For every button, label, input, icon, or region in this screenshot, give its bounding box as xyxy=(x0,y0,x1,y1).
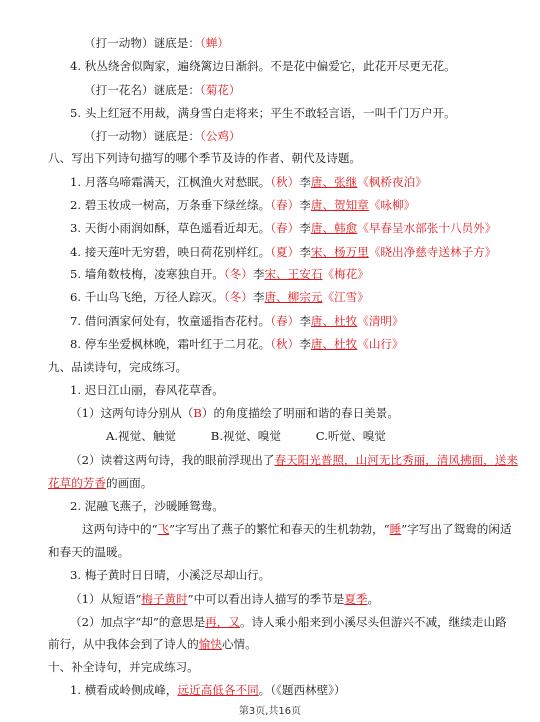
question-text: 的画面。 xyxy=(105,476,153,490)
question-text: 5. 头上红冠不用裁，满身雪白走将来；平生不敢轻言语，一叫千门万户开。 xyxy=(70,106,456,120)
answer-text: 再，又 xyxy=(205,615,240,629)
answer-text: 《清明》 xyxy=(357,314,404,328)
question-text: 这两句诗中的“ xyxy=(82,522,158,536)
question-text: ”中可以看出诗人描写的季节是 xyxy=(187,592,345,606)
text-line xyxy=(70,104,456,122)
answer-text: 唐、杜牧 xyxy=(310,314,358,328)
answer-text: 宋、王安石 xyxy=(264,267,323,281)
text-line xyxy=(48,358,187,376)
answer-text: 《早春呈水部张十八员外》 xyxy=(357,221,497,235)
question-text: （1）这两句诗分别从（ xyxy=(70,406,194,420)
answer-text: 春天阳光普照，山河无比秀丽，清风拂面，送来 xyxy=(274,453,518,467)
question-text: 4. 秋丛绕舍似陶家，遍绕篱边日渐斜。不是花中偏爱它，此花开尽更无花。 xyxy=(70,59,456,73)
question-text: 6. 千山鸟飞绝，万径人踪灭。 xyxy=(70,290,224,304)
answer-text: 睡 xyxy=(389,522,402,536)
text-line xyxy=(70,590,379,608)
answer-text: （菊花） xyxy=(199,83,241,97)
question-text: 。诗人乘小船来到小溪尽头但游兴不减，继续走山路 xyxy=(239,615,507,629)
question-text: （1）从短语“ xyxy=(70,592,142,606)
question-text: （2）加点字“却”的意思是 xyxy=(70,615,206,629)
answer-text: （冬） xyxy=(223,267,253,281)
answer-text: （公鸡） xyxy=(199,129,241,143)
question-text: 1. 横看成岭侧成峰， xyxy=(70,683,178,697)
answer-text: 《江雪》 xyxy=(322,290,369,304)
question-text: 。（《题西林壁》） xyxy=(258,683,346,697)
answer-text: 梅子黄时 xyxy=(141,592,188,606)
question-text: 李 xyxy=(299,175,311,189)
answer-text: 《咏柳》 xyxy=(368,198,416,212)
text-line xyxy=(48,543,129,561)
text-line xyxy=(70,219,496,237)
text-line xyxy=(70,288,369,306)
answer-text: 宋、杨万里 xyxy=(310,245,369,259)
answer-text: 愉快 xyxy=(198,637,222,651)
question-text: （打一花名）谜底是： xyxy=(84,83,200,97)
question-text: ”字写出了鸳鸯的闲适 xyxy=(401,522,512,536)
question-text: （2）读着这两句诗，我的眼前浮现出了 xyxy=(70,453,275,467)
text-line xyxy=(48,635,257,653)
answer-text: 飞 xyxy=(157,522,170,536)
text-line xyxy=(70,243,496,261)
text-line xyxy=(82,520,512,538)
question-text: 3. 梅子黄时日日晴，小溪泛尽却山行。 xyxy=(70,568,271,582)
question-text: 李 xyxy=(299,221,311,235)
question-text: 和春天的温暖。 xyxy=(48,545,130,559)
text-line xyxy=(70,566,270,584)
answer-text: 花草的芳香 xyxy=(48,476,106,490)
answer-text: （蝉） xyxy=(199,36,229,50)
text-line xyxy=(70,497,224,515)
page-footer: 第3页,共16页 xyxy=(238,706,302,717)
answer-text: B xyxy=(193,406,202,420)
answer-text: （秋） xyxy=(270,337,300,351)
question-text: 4. 接天莲叶无穷碧，映日荷花别样红。 xyxy=(70,245,271,259)
question-text: （打一动物）谜底是： xyxy=(84,129,200,143)
text-line xyxy=(70,312,404,330)
question-text: 5. 墙角数枝梅，凌寒独自开。 xyxy=(70,267,224,281)
question-text: 1. 迟日江山丽，春风花草香。 xyxy=(70,383,224,397)
text-line xyxy=(84,34,229,52)
answer-text: （春） xyxy=(270,198,300,212)
answer-text: 唐、杜牧 xyxy=(310,337,358,351)
text-line xyxy=(48,658,199,676)
question-text: 2. 泥融飞燕子，沙暖睡鸳鸯。 xyxy=(70,499,224,513)
question-text: （打一动物）谜底是： xyxy=(84,36,200,50)
question-text: 李 xyxy=(252,290,265,304)
question-text: A.视觉、触觉 B.视觉、嗅觉 C.听觉、嗅觉 xyxy=(106,429,386,443)
text-line xyxy=(106,427,386,445)
text-line xyxy=(70,404,399,422)
answer-text: 夏季 xyxy=(344,592,368,606)
question-text: 八、写出下列诗句描写的哪个季节及诗的作者、朝代及诗题。 xyxy=(48,151,362,165)
text-line xyxy=(70,196,415,214)
question-text: 1. 月落乌啼霜满天，江枫渔火对愁眠。 xyxy=(70,175,271,189)
text-line xyxy=(70,57,456,75)
answer-text: （春） xyxy=(270,221,300,235)
text-line xyxy=(70,335,404,353)
answer-text: 唐、贺知章 xyxy=(310,198,369,212)
question-text: 前行，从中我体会到了诗人的 xyxy=(48,637,199,651)
answer-text: 远近高低各不同 xyxy=(177,683,259,697)
text-line xyxy=(70,381,224,399)
answer-text: 《山行》 xyxy=(357,337,404,351)
question-text: 李 xyxy=(299,314,311,328)
question-text: 李 xyxy=(299,337,311,351)
answer-text: （冬） xyxy=(223,290,253,304)
text-line xyxy=(84,127,241,145)
answer-text: （春） xyxy=(270,314,300,328)
text-line xyxy=(70,681,346,699)
answer-text: 《枫桥夜泊》 xyxy=(357,175,427,189)
answer-text: 唐、张继 xyxy=(310,175,358,189)
question-text: 7. 借问酒家何处有，牧童遥指杏花村。 xyxy=(70,314,271,328)
question-text: 李 xyxy=(299,198,311,212)
question-text: 3. 天街小雨润如酥，草色遥看近却无。 xyxy=(70,221,271,235)
question-text: 李 xyxy=(299,245,311,259)
answer-text: 唐、柳宗元 xyxy=(264,290,323,304)
question-text: 2. 碧玉妆成一树高，万条垂下绿丝绦。 xyxy=(70,198,271,212)
question-text: 李 xyxy=(252,267,265,281)
question-text: 。 xyxy=(367,592,380,606)
text-line xyxy=(84,81,241,99)
answer-text: 《梅花》 xyxy=(322,267,369,281)
answer-text: （夏） xyxy=(270,245,300,259)
text-line xyxy=(70,451,518,469)
question-text: 九、品读诗句，完成练习。 xyxy=(48,360,188,374)
answer-text: 唐、韩愈 xyxy=(310,221,358,235)
answer-text: （秋） xyxy=(270,175,300,189)
text-line xyxy=(48,149,361,167)
answer-text: 《晓出净慈寺送林子方》 xyxy=(368,245,497,259)
question-text: 心情。 xyxy=(221,637,257,651)
question-text: ”字写出了燕子的繁忙和春天的生机勃勃，“ xyxy=(169,522,390,536)
question-text: 十、补全诗句，并完成练习。 xyxy=(48,660,199,674)
question-text: ）的角度描绘了明丽和谐的春日美景。 xyxy=(201,406,399,420)
question-text: 8. 停车坐爱枫林晚，霜叶红于二月花。 xyxy=(70,337,271,351)
text-line xyxy=(70,613,507,631)
text-line xyxy=(48,474,152,492)
text-line xyxy=(70,265,369,283)
text-line xyxy=(70,173,427,191)
